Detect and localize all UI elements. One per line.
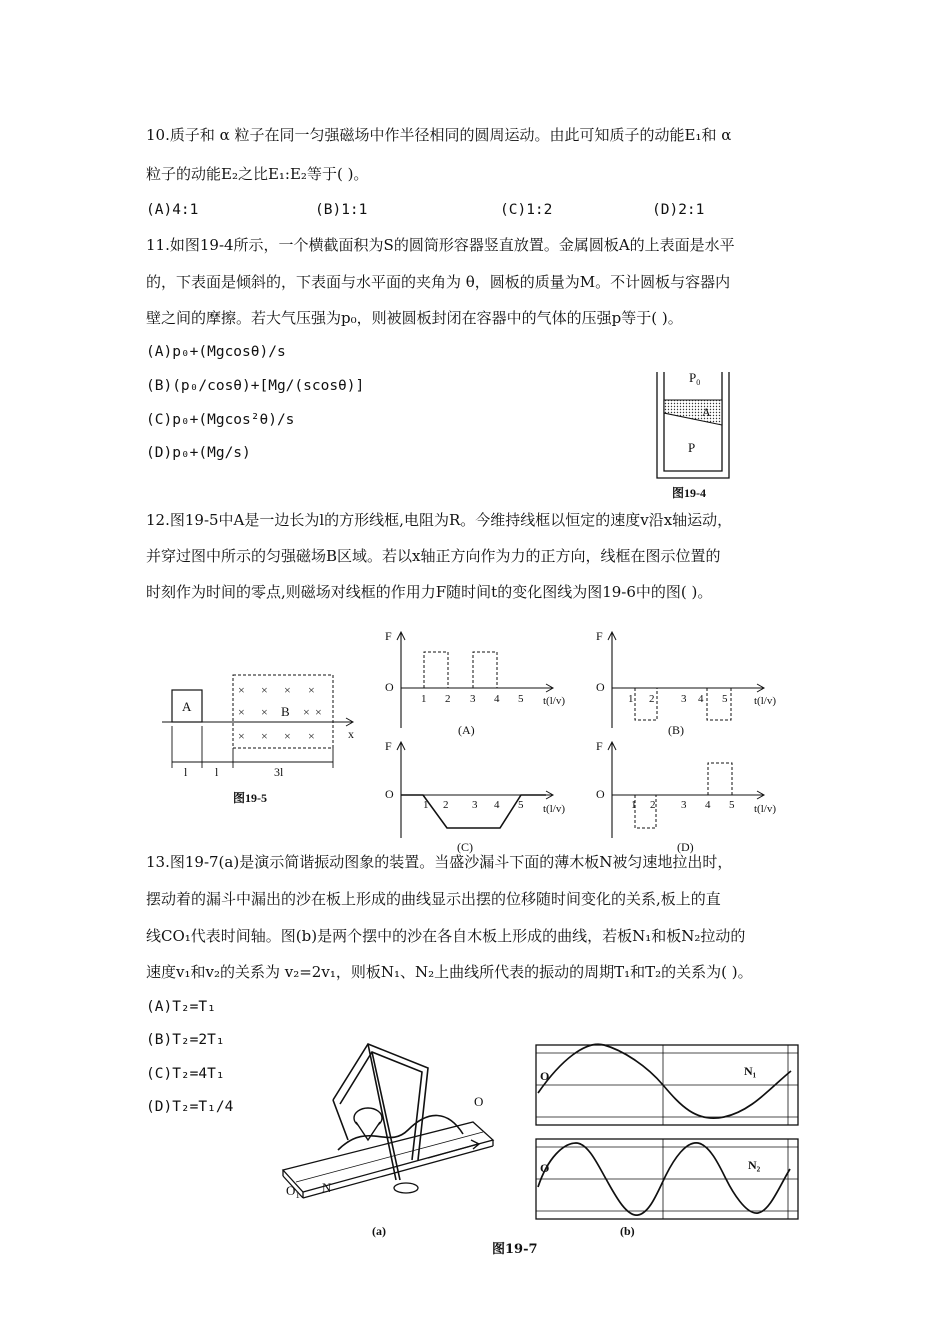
q10-option-b: (B)1:1 bbox=[315, 202, 368, 218]
graph-b-tick-5: 5 bbox=[722, 693, 728, 705]
graph-c-tick-5: 5 bbox=[518, 799, 524, 811]
graph-a-label: (A) bbox=[458, 723, 475, 737]
q11-option-b: (B)(p₀/cosθ)+[Mg/(scosθ)] bbox=[146, 378, 365, 394]
q12-line-1: 12.图19-5中A是一边长为l的方形线框,电阻为R。今维持线框以恒定的速度v沿x轴运动， bbox=[146, 511, 733, 529]
graph-b-tick-1: 1 bbox=[628, 693, 634, 705]
caption-19-5: 图19-5 bbox=[233, 791, 267, 805]
figure-19-7a bbox=[278, 1030, 503, 1245]
graph-c bbox=[383, 738, 583, 853]
dim-3l: 3l bbox=[274, 765, 284, 779]
label-o-n2: O bbox=[540, 1161, 550, 1175]
label-p0: $P_0$ bbox=[689, 370, 701, 387]
graph-c-origin: O bbox=[385, 787, 394, 801]
caption-b: (b) bbox=[620, 1224, 635, 1238]
container-walls bbox=[657, 372, 729, 478]
q13-option-c: (C)T₂=4T₁ bbox=[146, 1066, 225, 1082]
label-n1: N₁ bbox=[744, 1064, 757, 1078]
q13-option-d: (D)T₂=T₁/4 bbox=[146, 1099, 234, 1115]
label-gas-p: P bbox=[688, 440, 696, 455]
graph-d-label: (D) bbox=[677, 840, 694, 854]
q12-line-3: 时刻作为时间的零点,则磁场对线框的作用力F随时间t的变化图线为图19-6中的图( )。 bbox=[146, 583, 713, 601]
graph-d bbox=[594, 738, 794, 853]
graph-b-origin: O bbox=[596, 680, 605, 694]
label-n: N bbox=[322, 1180, 332, 1195]
figure-19-4 bbox=[640, 360, 750, 505]
q11-option-a: (A)p₀+(Mgcosθ)/s bbox=[146, 344, 286, 360]
q10-option-c: (C)1:2 bbox=[500, 202, 553, 218]
q10-line-2: 粒子的动能E₂之比E₁:E₂等于( )。 bbox=[146, 165, 369, 183]
graph-b-f: F bbox=[596, 629, 603, 643]
graph-d-tick-5: 5 bbox=[729, 799, 735, 811]
field-label-b: B bbox=[281, 704, 290, 719]
graph-a-tick-4: 4 bbox=[494, 693, 500, 705]
board-n2 bbox=[536, 1139, 798, 1219]
svg-text:×: × bbox=[308, 729, 315, 743]
caption-19-4: 图19-4 bbox=[672, 486, 706, 500]
graph-a-origin: O bbox=[385, 680, 394, 694]
graph-c-label: (C) bbox=[457, 840, 473, 854]
dim-l-2: l bbox=[215, 765, 219, 779]
graph-d-f: F bbox=[596, 739, 603, 753]
figure-19-7b bbox=[526, 1035, 806, 1245]
q13-line-3: 线CO₁代表时间轴。图(b)是两个摆中的沙在各自木板上形成的曲线，若板N₁和板N₂拉动的 bbox=[146, 927, 746, 945]
label-o: O bbox=[474, 1094, 484, 1109]
svg-text:×: × bbox=[238, 705, 245, 719]
field-crosses bbox=[238, 683, 322, 743]
base-foot bbox=[394, 1183, 418, 1193]
graph-b-tick-2: 2 bbox=[649, 693, 655, 705]
graph-a-tick-1: 1 bbox=[421, 693, 427, 705]
svg-text:×: × bbox=[238, 729, 245, 743]
graph-d-tick-1: 1 bbox=[631, 799, 637, 811]
label-o1: $O_1$ bbox=[286, 1183, 300, 1200]
graph-b-label: (B) bbox=[668, 723, 684, 737]
q12-line-2: 并穿过图中所示的匀强磁场B区域。若以x轴正方向作为力的正方向，线框在图示位置的 bbox=[146, 547, 721, 565]
svg-text:×: × bbox=[308, 683, 315, 697]
q13-line-4: 速度v₁和v₂的关系为 v₂=2v₁，则板N₁、N₂上曲线所代表的振动的周期T₁和T₂的关系为( )。 bbox=[146, 963, 753, 981]
graph-d-tick-2: 2 bbox=[650, 799, 656, 811]
graph-d-t: t(l/v) bbox=[754, 803, 776, 815]
dim-l-1: l bbox=[184, 765, 188, 779]
caption-19-7: 图19-7 bbox=[492, 1242, 538, 1257]
x-axis-label: x bbox=[348, 727, 354, 741]
svg-text:×: × bbox=[315, 705, 322, 719]
graph-d-tick-3: 3 bbox=[681, 799, 687, 811]
q11-line-1: 11.如图19-4所示，一个横截面积为S的圆筒形容器竖直放置。金属圆板A的上表面是水平 bbox=[146, 236, 735, 254]
frame-label: A bbox=[182, 699, 192, 714]
graph-a-curve bbox=[424, 652, 497, 688]
graph-a bbox=[383, 628, 583, 743]
graph-c-tick-2: 2 bbox=[443, 799, 449, 811]
graph-c-f: F bbox=[385, 739, 392, 753]
graph-a-f: F bbox=[385, 629, 392, 643]
q13-line-1: 13.图19-7(a)是演示简谐振动图象的装置。当盛沙漏斗下面的薄木板N被匀速地拉出时， bbox=[146, 853, 733, 871]
q11-line-2: 的，下表面是倾斜的，下表面与水平面的夹角为 θ，圆板的质量为M。不计圆板与容器内 bbox=[146, 273, 731, 291]
svg-text:×: × bbox=[284, 729, 291, 743]
q11-option-d: (D)p₀+(Mg/s) bbox=[146, 445, 251, 461]
graph-b bbox=[594, 628, 794, 743]
svg-text:×: × bbox=[261, 683, 268, 697]
graph-b-tick-3: 3 bbox=[681, 693, 687, 705]
label-n2: N₂ bbox=[748, 1158, 761, 1172]
svg-text:×: × bbox=[303, 705, 310, 719]
svg-text:×: × bbox=[238, 683, 245, 697]
caption-a: (a) bbox=[372, 1224, 386, 1238]
q10-line-1: 10.质子和 α 粒子在同一匀强磁场中作半径相同的圆周运动。由此可知质子的动能E₁和 α bbox=[146, 126, 732, 144]
wooden-board bbox=[283, 1122, 493, 1198]
figure-19-5 bbox=[160, 670, 365, 815]
svg-text:×: × bbox=[284, 683, 291, 697]
graph-d-tick-4: 4 bbox=[705, 799, 711, 811]
q13-option-a: (A)T₂=T₁ bbox=[146, 999, 216, 1015]
q13-line-2: 摆动着的漏斗中漏出的沙在板上形成的曲线显示出摆的位移随时间变化的关系,板上的直 bbox=[146, 890, 721, 908]
svg-text:×: × bbox=[261, 729, 268, 743]
graph-c-t: t(l/v) bbox=[543, 803, 565, 815]
q13-option-b: (B)T₂=2T₁ bbox=[146, 1032, 225, 1048]
q11-option-c: (C)p₀+(Mgcos²θ)/s bbox=[146, 412, 295, 428]
graph-b-tick-4: 4 bbox=[698, 693, 704, 705]
graph-d-origin: O bbox=[596, 787, 605, 801]
label-o-n1: O bbox=[540, 1069, 550, 1083]
plate-a bbox=[664, 400, 722, 425]
label-plate-a: A bbox=[702, 405, 711, 419]
graph-a-tick-5: 5 bbox=[518, 693, 524, 705]
q11-line-3: 壁之间的摩擦。若大气压强为p₀，则被圆板封闭在容器中的气体的压强p等于( )。 bbox=[146, 309, 683, 327]
q10-option-d: (D)2:1 bbox=[652, 202, 705, 218]
graph-a-tick-3: 3 bbox=[470, 693, 476, 705]
graph-a-tick-2: 2 bbox=[445, 693, 451, 705]
q10-option-a: (A)4:1 bbox=[146, 202, 199, 218]
graph-c-tick-4: 4 bbox=[494, 799, 500, 811]
board-n1 bbox=[536, 1044, 798, 1125]
graph-c-tick-1: 1 bbox=[423, 799, 429, 811]
graph-a-t: t(l/v) bbox=[543, 695, 565, 707]
graph-c-tick-3: 3 bbox=[472, 799, 478, 811]
graph-b-t: t(l/v) bbox=[754, 695, 776, 707]
svg-text:×: × bbox=[261, 705, 268, 719]
